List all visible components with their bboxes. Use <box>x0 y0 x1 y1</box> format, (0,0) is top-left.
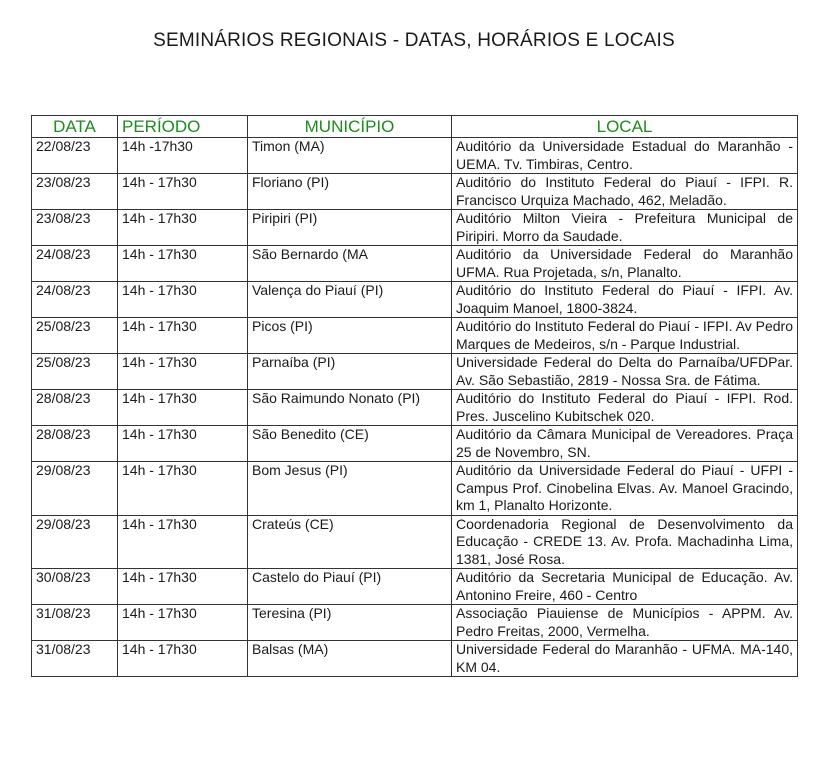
cell-municipio: Castelo do Piauí (PI) <box>248 569 452 605</box>
table-row <box>32 641 798 677</box>
cell-local: Auditório da Secretaria Municipal de Educação. Av. Antonino Freire, 460 - Centro <box>452 569 798 605</box>
table-row <box>32 210 798 246</box>
schedule-table <box>31 115 798 677</box>
table-row <box>32 426 798 462</box>
cell-periodo: 14h - 17h30 <box>118 354 248 390</box>
cell-municipio: São Bernardo (MA <box>248 246 452 282</box>
table-row <box>32 318 798 354</box>
cell-periodo: 14h - 17h30 <box>118 246 248 282</box>
cell-data: 28/08/23 <box>32 426 118 462</box>
cell-data: 23/08/23 <box>32 174 118 210</box>
cell-data: 25/08/23 <box>32 318 118 354</box>
table-row <box>32 515 798 569</box>
cell-municipio: São Benedito (CE) <box>248 426 452 462</box>
column-header-municipio: MUNICÍPIO <box>248 116 452 138</box>
cell-data: 29/08/23 <box>32 515 118 569</box>
cell-local: Auditório da Universidade Estadual do Maranhão - UEMA. Tv. Timbiras, Centro. <box>452 138 798 174</box>
cell-local: Universidade Federal do Maranhão - UFMA. MA-140, KM 04. <box>452 641 798 677</box>
cell-periodo: 14h - 17h30 <box>118 282 248 318</box>
cell-local: Universidade Federal do Delta do Parnaíba/UFDPar. Av. São Sebastião, 2819 - Nossa Sra. de Fátima. <box>452 354 798 390</box>
cell-local: Associação Piauiense de Municípios - APPM. Av. Pedro Freitas, 2000, Vermelha. <box>452 605 798 641</box>
cell-municipio: Balsas (MA) <box>248 641 452 677</box>
cell-data: 25/08/23 <box>32 354 118 390</box>
table-row <box>32 354 798 390</box>
cell-periodo: 14h - 17h30 <box>118 569 248 605</box>
cell-municipio: São Raimundo Nonato (PI) <box>248 390 452 426</box>
cell-data: 24/08/23 <box>32 282 118 318</box>
cell-periodo: 14h - 17h30 <box>118 641 248 677</box>
cell-data: 24/08/23 <box>32 246 118 282</box>
cell-local: Auditório do Instituto Federal do Piauí - IFPI. Av. Joaquim Manoel, 1800-3824. <box>452 282 798 318</box>
cell-periodo: 14h - 17h30 <box>118 210 248 246</box>
table-row <box>32 569 798 605</box>
cell-municipio: Picos (PI) <box>248 318 452 354</box>
cell-data: 23/08/23 <box>32 210 118 246</box>
cell-periodo: 14h -17h30 <box>118 138 248 174</box>
cell-local: Auditório Milton Vieira - Prefeitura Municipal de Piripiri. Morro da Saudade. <box>452 210 798 246</box>
cell-data: 31/08/23 <box>32 605 118 641</box>
cell-data: 30/08/23 <box>32 569 118 605</box>
cell-local: Coordenadoria Regional de Desenvolvimento da Educação - CREDE 13. Av. Profa. Machadinha Lima, 1381, José Rosa. <box>452 515 798 569</box>
table-row <box>32 605 798 641</box>
cell-periodo: 14h - 17h30 <box>118 462 248 516</box>
cell-local: Auditório do Instituto Federal do Piauí - IFPI. Rod. Pres. Juscelino Kubitschek 020. <box>452 390 798 426</box>
table-row <box>32 174 798 210</box>
cell-local: Auditório da Universidade Federal do Maranhão UFMA. Rua Projetada, s/n, Planalto. <box>452 246 798 282</box>
cell-local: Auditório do Instituto Federal do Piauí - IFPI. R. Francisco Urquiza Machado, 462, Meladão. <box>452 174 798 210</box>
cell-municipio: Valença do Piauí (PI) <box>248 282 452 318</box>
page-title: SEMINÁRIOS REGIONAIS - DATAS, HORÁRIOS E LOCAIS <box>153 30 675 51</box>
column-header-data: DATA <box>32 116 118 138</box>
cell-data: 31/08/23 <box>32 641 118 677</box>
cell-periodo: 14h - 17h30 <box>118 426 248 462</box>
cell-local: Auditório da Câmara Municipal de Vereadores. Praça 25 de Novembro, SN. <box>452 426 798 462</box>
cell-municipio: Timon (MA) <box>248 138 452 174</box>
cell-periodo: 14h - 17h30 <box>118 515 248 569</box>
cell-local: Auditório da Universidade Federal do Piauí - UFPI - Campus Prof. Cinobelina Elvas. Av. Manoel Gracindo, km 1, Planalto Horizonte. <box>452 462 798 516</box>
cell-periodo: 14h - 17h30 <box>118 390 248 426</box>
table-row <box>32 246 798 282</box>
table-body <box>32 138 798 677</box>
cell-periodo: 14h - 17h30 <box>118 605 248 641</box>
cell-periodo: 14h - 17h30 <box>118 174 248 210</box>
cell-municipio: Floriano (PI) <box>248 174 452 210</box>
column-header-local: LOCAL <box>452 116 798 138</box>
cell-data: 29/08/23 <box>32 462 118 516</box>
table-header-row <box>32 116 798 138</box>
cell-municipio: Parnaíba (PI) <box>248 354 452 390</box>
cell-periodo: 14h - 17h30 <box>118 318 248 354</box>
cell-municipio: Crateús (CE) <box>248 515 452 569</box>
cell-municipio: Bom Jesus (PI) <box>248 462 452 516</box>
cell-municipio: Teresina (PI) <box>248 605 452 641</box>
cell-data: 28/08/23 <box>32 390 118 426</box>
cell-local: Auditório do Instituto Federal do Piauí - IFPI. Av Pedro Marques de Medeiros, s/n - Parque Industrial. <box>452 318 798 354</box>
table-row <box>32 462 798 516</box>
cell-data: 22/08/23 <box>32 138 118 174</box>
table-row <box>32 390 798 426</box>
cell-municipio: Piripiri (PI) <box>248 210 452 246</box>
table-row <box>32 282 798 318</box>
column-header-periodo: PERÍODO <box>118 116 248 138</box>
table-row <box>32 138 798 174</box>
